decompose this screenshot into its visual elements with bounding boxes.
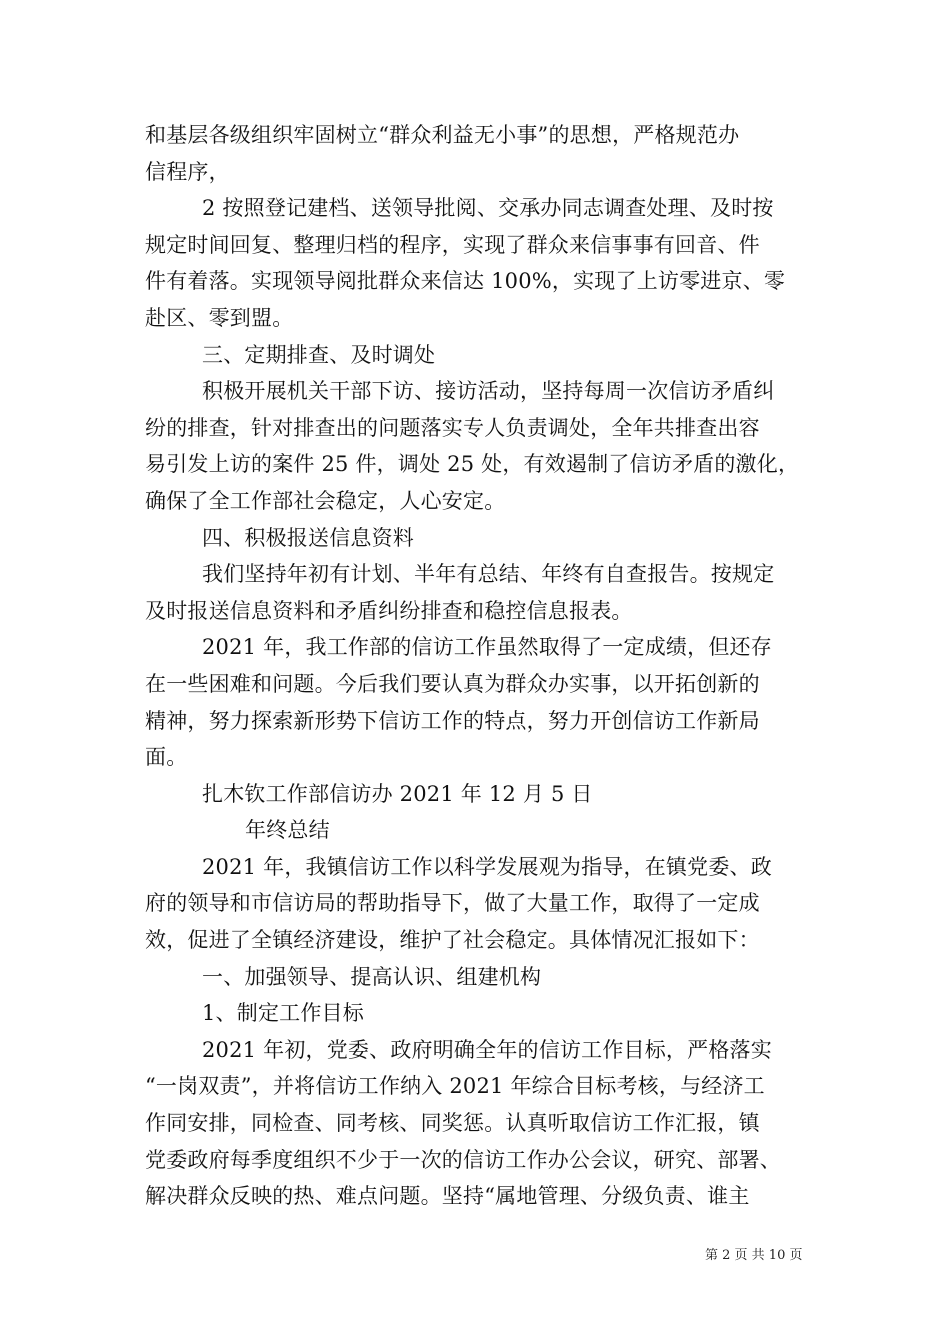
text-line: 我们坚持年初有计划、半年有总结、年终有自查报告。按规定 [202, 562, 775, 587]
section-heading: 四、积极报送信息资料 [202, 525, 414, 550]
text-line: 信程序， [145, 159, 230, 184]
text-line: 及时报送信息资料和矛盾纠纷排查和稳控信息报表。 [145, 598, 633, 623]
text-line: 2021 年，我镇信访工作以科学发展观为指导，在镇党委、政 [202, 854, 772, 879]
section-heading: 三、定期排查、及时调处 [202, 342, 436, 367]
document-body [145, 117, 813, 1215]
text-line: 确保了全工作部社会稳定，人心安定。 [145, 488, 506, 513]
document-title: 年终总结 [245, 818, 330, 843]
subsection-heading: 1、制定工作目标 [202, 1001, 364, 1026]
signature-line: 扎木钦工作部信访办 2021 年 12 月 5 日 [202, 781, 593, 806]
text-line: 在一些困难和问题。今后我们要认真为群众办实事，以开拓创新的 [145, 671, 760, 696]
text-line: 件有着落。实现领导阅批群众来信达 100%，实现了上访零进京、零 [145, 269, 786, 294]
text-line: 精神，努力探索新形势下信访工作的特点，努力开创信访工作新局 [145, 708, 760, 733]
text-line: 纷的排查，针对排查出的问题落实专人负责调处，全年共排查出容 [145, 415, 760, 440]
text-line: 易引发上访的案件 25 件，调处 25 处，有效遏制了信访矛盾的激化， [145, 452, 800, 477]
text-line: 积极开展机关干部下访、接访活动，坚持每周一次信访矛盾纠 [202, 379, 775, 404]
text-line: 党委政府每季度组织不少于一次的信访工作办公会议，研究、部署、 [145, 1147, 781, 1172]
text-line: 2021 年，我工作部的信访工作虽然取得了一定成绩，但还存 [202, 635, 772, 660]
section-heading: 一、加强领导、提高认识、组建机构 [202, 964, 542, 989]
text-line: 和基层各级组织牢固树立“群众利益无小事”的思想，严格规范办 [145, 123, 740, 147]
page-number: 第 2 页 共 10 页 [705, 1248, 803, 1263]
text-line: “一岗双责”，并将信访工作纳入 2021 年综合目标考核，与经济工 [145, 1074, 765, 1099]
text-line: 规定时间回复、整理归档的程序，实现了群众来信事事有回音、件 [145, 232, 760, 257]
text-line: 2021 年初，党委、政府明确全年的信访工作目标，严格落实 [202, 1037, 772, 1062]
text-line: 解决群众反映的热、难点问题。坚持“属地管理、分级负责、谁主 [145, 1184, 750, 1209]
text-line: 面。 [145, 745, 188, 770]
text-line: 作同安排，同检查、同考核、同奖惩。认真听取信访工作汇报，镇 [145, 1111, 760, 1136]
text-line: 府的领导和市信访局的帮助指导下，做了大量工作，取得了一定成 [145, 891, 760, 916]
text-line: 2 按照登记建档、送领导批阅、交承办同志调查处理、及时按 [202, 196, 774, 221]
text-line: 效，促进了全镇经济建设，维护了社会稳定。具体情况汇报如下： [145, 928, 760, 953]
text-line: 赴区、零到盟。 [145, 305, 294, 330]
